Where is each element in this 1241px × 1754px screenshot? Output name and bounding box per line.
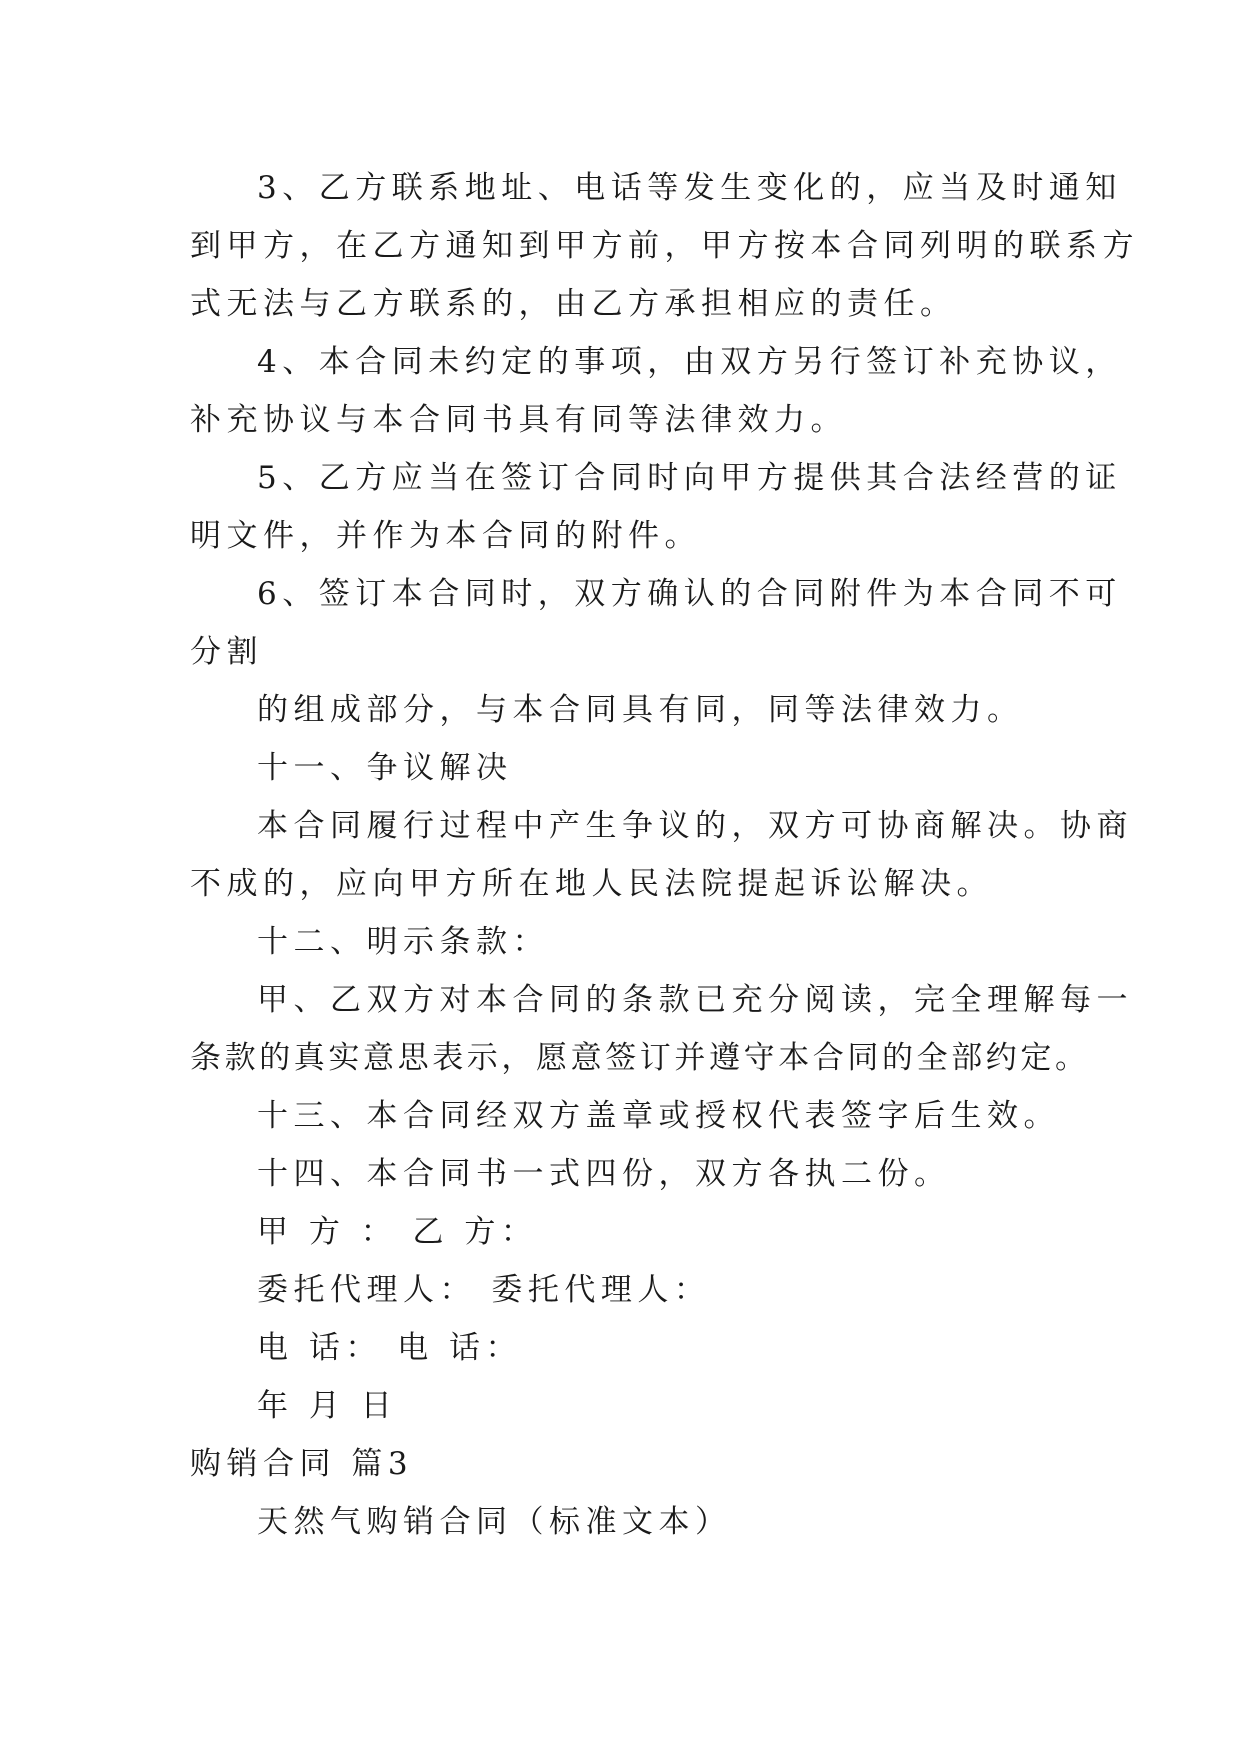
signature-agents: 委托代理人： 委托代理人：: [257, 1272, 711, 1308]
clause-5-line-2: 明文件，并作为本合同的附件。: [190, 518, 701, 554]
section-12-line-1: 甲、乙双方对本合同的条款已充分阅读，完全理解每一: [257, 982, 1133, 1018]
section-12-heading: 十二、明示条款：: [257, 924, 549, 960]
section-14: 十四、本合同书一式四份，双方各执二份。: [257, 1156, 951, 1192]
article-heading: 购销合同 篇3: [190, 1446, 414, 1482]
clause-6-line-2: 分割: [190, 634, 263, 670]
signature-phones: 电 话： 电 话：: [257, 1330, 523, 1366]
clause-6-line-3: 的组成部分，与本合同具有同，同等法律效力。: [257, 692, 1024, 728]
clause-3-line-2: 到甲方，在乙方通知到甲方前，甲方按本合同列明的联系方: [190, 228, 1139, 264]
clause-3-line-1: 3、乙方联系地址、电话等发生变化的，应当及时通知: [257, 170, 1122, 206]
section-11-line-1: 本合同履行过程中产生争议的，双方可协商解决。协商: [257, 808, 1133, 844]
clause-6-line-1: 6、签订本合同时，双方确认的合同附件为本合同不可: [257, 576, 1122, 612]
section-11-heading: 十一、争议解决: [257, 750, 513, 786]
section-12-line-2: 条款的真实意思表示，愿意签订并遵守本合同的全部约定。: [190, 1040, 1090, 1076]
section-13: 十三、本合同经双方盖章或授权代表签字后生效。: [257, 1098, 1060, 1134]
signature-date: 年 月 日: [257, 1388, 398, 1424]
clause-4-line-2: 补充协议与本合同书具有同等法律效力。: [190, 402, 847, 438]
contract-title: 天然气购销合同（标准文本）: [257, 1504, 732, 1540]
signature-parties: 甲 方 ： 乙 方：: [257, 1214, 538, 1250]
section-11-line-2: 不成的，应向甲方所在地人民法院提起诉讼解决。: [190, 866, 993, 902]
clause-4-line-1: 4、本合同未约定的事项，由双方另行签订补充协议，: [257, 344, 1122, 380]
clause-5-line-1: 5、乙方应当在签订合同时向甲方提供其合法经营的证: [257, 460, 1122, 496]
clause-3-line-3: 式无法与乙方联系的，由乙方承担相应的责任。: [190, 286, 957, 322]
